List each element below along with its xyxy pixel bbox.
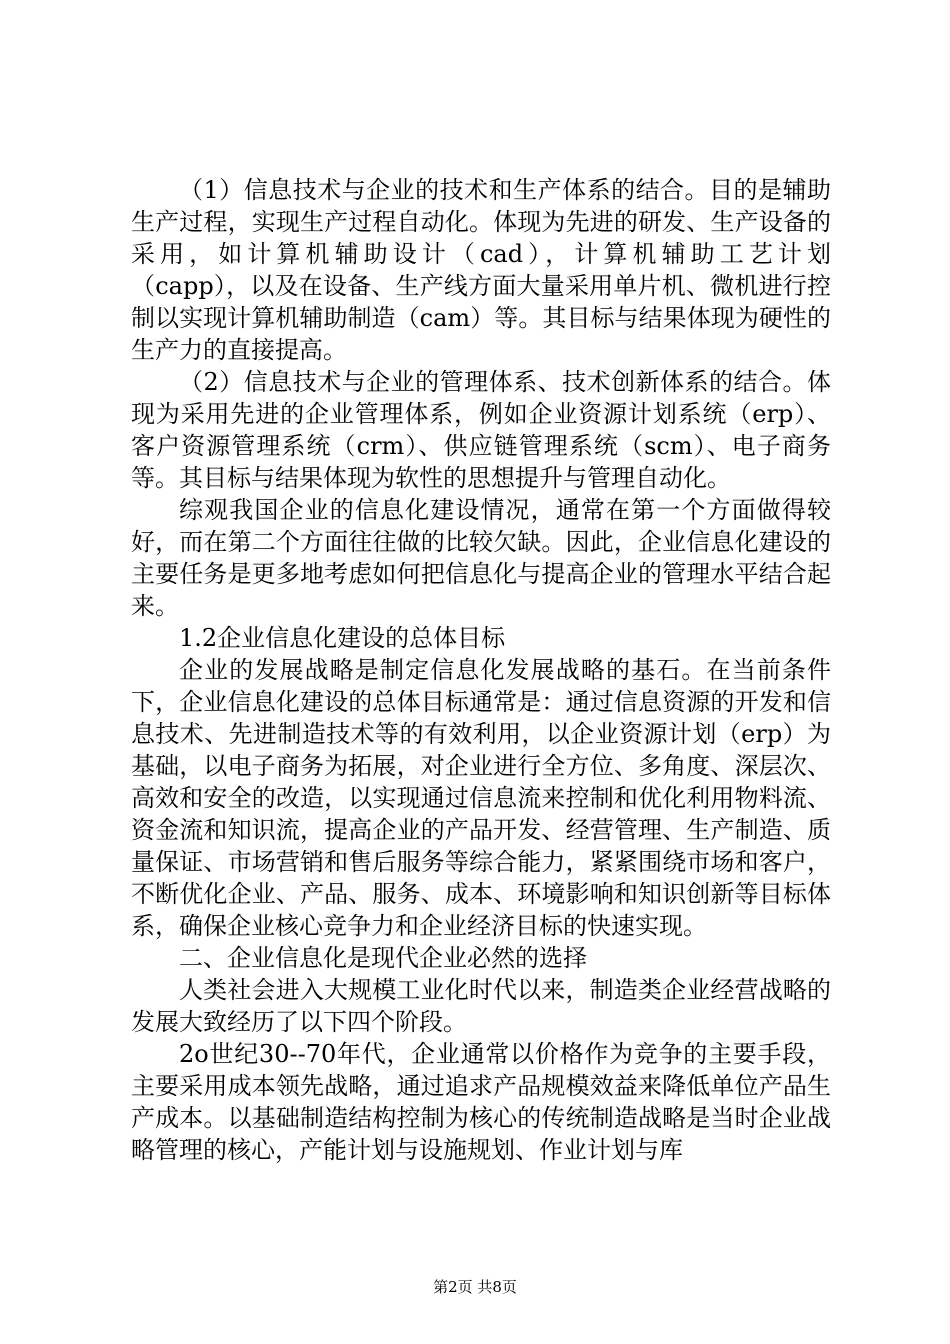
section-heading-1-2: 1.2企业信息化建设的总体目标 xyxy=(179,624,506,652)
document-body xyxy=(131,174,831,1166)
paragraph-3: 综观我国企业的信息化建设情况，通常在第一个方面做得较好，而在第二个方面往往做的比较欠缺。因此，企业信息化建设的主要任务是更多地考虑如何把信息化与提高企业的管理水平结合起来。 xyxy=(131,496,831,620)
section-heading-2: 二、企业信息化是现代企业必然的选择 xyxy=(179,944,587,972)
paragraph-4: 企业的发展战略是制定信息化发展战略的基石。在当前条件下，企业信息化建设的总体目标通常是：通过信息资源的开发和信息技术、先进制造技术等的有效利用，以企业资源计划（erp）为基础，以电子商务为拓展，对企业进行全方位、多角度、深层次、高效和安全的改造，以实现通过信息流来控制和优化利用物料流、资金流和知识流，提高企业的产品开发、经营管理、生产制造、质量保证、市场营销和售后服务等综合能力，紧紧围绕市场和客户，不断优化企业、产品、服务、成本、环境影响和知识创新等目标体系，确保企业核心竞争力和企业经济目标的快速实现。 xyxy=(131,656,831,940)
page-footer: 第2页 共8页 xyxy=(433,1278,517,1296)
paragraph-2: （2）信息技术与企业的管理体系、技术创新体系的结合。体现为采用先进的企业管理体系，例如企业资源计划系统（erp）、客户资源管理系统（crm）、供应链管理系统（scm）、电子商务等。其目标与结果体现为软性的思想提升与管理自动化。 xyxy=(131,368,831,492)
paragraph-6: 2o世纪30--70年代，企业通常以价格作为竞争的主要手段，主要采用成本领先战略，通过追求产品规模效益来降低单位产品生产成本。以基础制造结构控制为核心的传统制造战略是当时企业战略管理的核心，产能计划与设施规划、作业计划与库 xyxy=(131,1040,831,1164)
paragraph-1: （1）信息技术与企业的技术和生产体系的结合。目的是辅助生产过程，实现生产过程自动化。体现为先进的研发、生产设备的采用，如计算机辅助设计（cad），计算机辅助工艺计划（capp），以及在设备、生产线方面大量采用单片机、微机进行控制以实现计算机辅助制造（cam）等。其目标与结果体现为硬性的生产力的直接提高。 xyxy=(131,176,831,364)
paragraph-5: 人类社会进入大规模工业化时代以来，制造类企业经营战略的发展大致经历了以下四个阶段。 xyxy=(131,976,831,1036)
